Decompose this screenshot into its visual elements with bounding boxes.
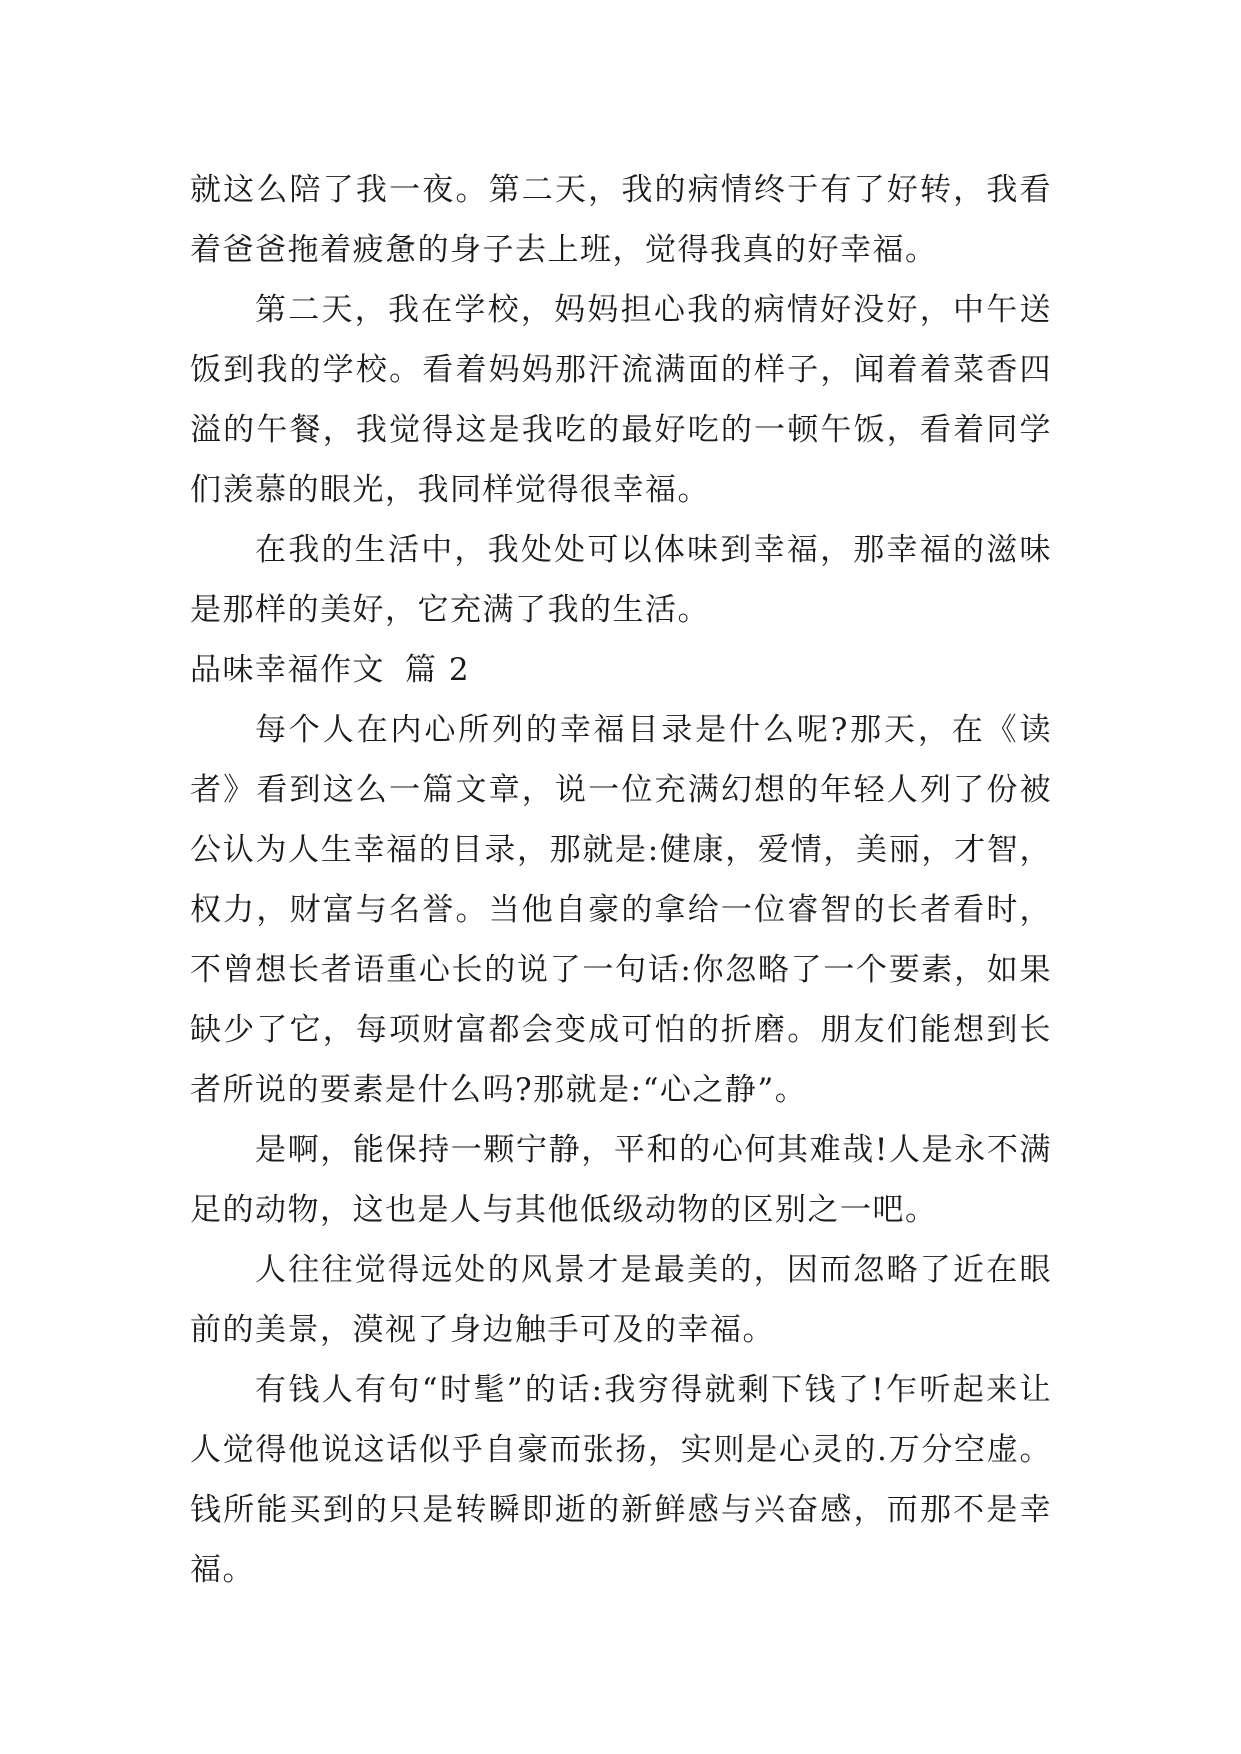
section-heading-title: 品味幸福作文 xyxy=(190,652,385,688)
paragraph: 有钱人有句“时髦”的话:我穷得就剩下钱了!乍听起来让人觉得他说这话似乎自豪而张扬，实则是心灵的.万分空虚。钱所能买到的只是转瞬即逝的新鲜感与兴奋感，而那不是幸福。 xyxy=(190,1372,1052,1588)
paragraph: 在我的生活中，我处处可以体味到幸福，那幸福的滋味是那样的美好，它充满了我的生活。 xyxy=(190,532,1052,628)
section-heading xyxy=(190,640,1052,700)
document-body xyxy=(190,160,1052,1600)
section-heading-part: 篇 2 xyxy=(405,652,471,688)
paragraph: 人往往觉得远处的风景才是最美的，因而忽略了近在眼前的美景，漠视了身边触手可及的幸福。 xyxy=(190,1252,1052,1348)
paragraph: 是啊，能保持一颗宁静，平和的心何其难哉!人是永不满足的动物，这也是人与其他低级动物的区别之一吧。 xyxy=(190,1132,1052,1228)
paragraph-continued: 就这么陪了我一夜。第二天，我的病情终于有了好转，我看着爸爸拖着疲惫的身子去上班，觉得我真的好幸福。 xyxy=(190,172,1052,268)
paragraph: 第二天，我在学校，妈妈担心我的病情好没好，中午送饭到我的学校。看着妈妈那汗流满面的样子，闻着着菜香四溢的午餐，我觉得这是我吃的最好吃的一顿午饭，看着同学们羡慕的眼光，我同样觉得很幸福。 xyxy=(190,292,1052,508)
paragraph: 每个人在内心所列的幸福目录是什么呢?那天，在《读者》看到这么一篇文章，说一位充满幻想的年轻人列了份被公认为人生幸福的目录，那就是:健康，爱情，美丽，才智，权力，财富与名誉。当他自豪的拿给一位睿智的长者看时，不曾想长者语重心长的说了一句话:你忽略了一个要素，如果缺少了它，每项财富都会变成可怕的折磨。朋友们能想到长者所说的要素是什么吗?那就是:“心之静”。 xyxy=(190,712,1052,1108)
